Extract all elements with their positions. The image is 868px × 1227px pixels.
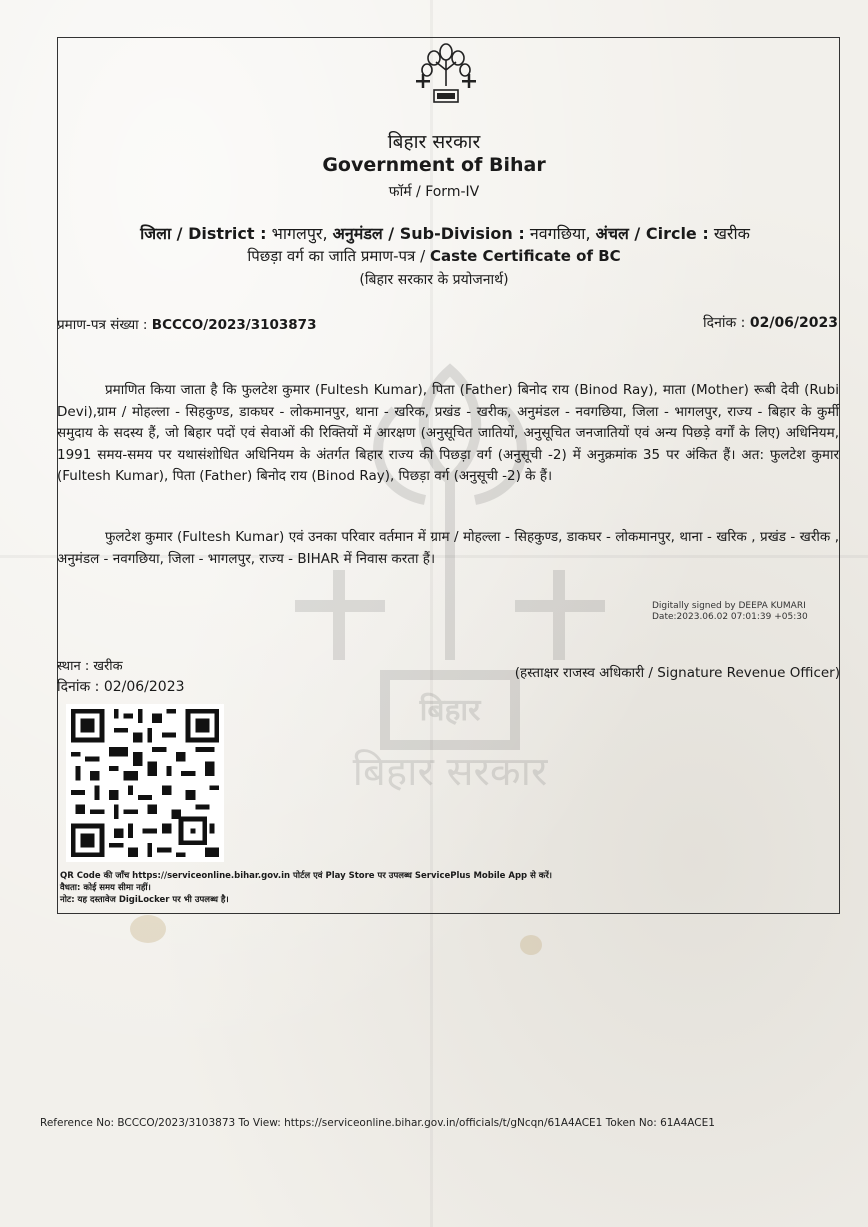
place-line: स्थान : खरीक — [57, 659, 123, 674]
validity-note: वैधता: कोई समय सीमा नहीं। — [60, 883, 151, 893]
certificate-title-english: Caste Certificate of BC — [429, 247, 621, 265]
certificate-paragraph-1: प्रमाणित किया जाता है कि फुलटेश कुमार (Fultesh Kumar), पिता (Father) बिनोद राय (Binod Ray), माता (Mother) रूबी देवी (Rubi Devi),ग्राम / मोहल्ला - सिहकुण्ड, डाकघर - लोकमानपुर, थाना - खरिक, प्रखंड - खरीक, अनुमंडल - नवगछिया, जिला - भागलपुर, राज्य - बिहार के कुर्मी समुदाय के सदस्य हैं, जो बिहार पदों एवं सेवाओं की रिक्तियों में आरक्षण (अनुसूचित जातियों, अनुसूचित जनजातियों एवं अन्य पिछड़े वर्गों के लिए) अधिनियम, 1991 समय-समय पर यथासंशोधित अधिनियम के अंतर्गत बिहार राज्य की पिछड़ा वर्ग (अनुसूची -2) में अनुक्रमांक 35 पर अंकित हैं। अत: फुलटेश कुमार (Fultesh Kumar), पिता (Father) बिनोद राय (Binod Ray), पिछड़ा वर्ग (अनुसूची -2) के हैं। — [57, 382, 839, 484]
issue-date-label: दिनांक : — [703, 315, 746, 331]
certificate-title — [0, 246, 868, 266]
hindi-title: बिहार सरकार — [387, 131, 481, 153]
certificate-number-value: BCCCO/2023/3103873 — [151, 317, 317, 333]
district-value: भागलपुर, — [271, 224, 328, 243]
certificate-title-hindi: पिछड़ा वर्ग का जाति प्रमाण-पत्र / — [247, 247, 426, 265]
paper-stain — [130, 915, 166, 943]
circle-value: खरीक — [713, 224, 750, 243]
certificate-number — [57, 315, 316, 333]
certificate-number-label: प्रमाण-पत्र संख्या : — [57, 317, 148, 333]
place-date-line: दिनांक : 02/06/2023 — [57, 679, 185, 695]
district-line — [60, 222, 830, 244]
circle-label: अंचल / Circle : — [595, 224, 709, 243]
issue-date-value: 02/06/2023 — [749, 315, 838, 331]
government-title: Government of Bihar — [322, 154, 546, 176]
watermark-box-text: बिहार — [419, 693, 481, 728]
district-label: जिला / District : — [140, 224, 267, 243]
bihar-emblem-icon — [410, 40, 482, 108]
paper-stain — [520, 935, 542, 955]
digilocker-note: नोट: यह दस्तावेज DigiLocker पर भी उपलब्ध है। — [60, 895, 229, 905]
digital-signature-date: Date:2023.06.02 07:01:39 +05:30 — [652, 612, 808, 622]
certificate-purpose: (बिहार सरकार के प्रयोजनार्थ) — [359, 272, 509, 288]
reference-line: Reference No: BCCCO/2023/3103873 To View: https://serviceonline.bihar.gov.in/officials/t/gNcqn/61A4ACE1 Token No: 61A4ACE1 — [40, 1117, 715, 1129]
subdivision-label: अनुमंडल / Sub-Division : — [332, 224, 525, 243]
qr-verification-note: QR Code की जाँच https://serviceonline.bihar.gov.in पोर्टल एवं Play Store पर उपलब्ध ServicePlus Mobile App से करें। — [60, 871, 553, 881]
issue-date — [703, 313, 838, 332]
digital-signature — [652, 601, 808, 623]
watermark-text: बिहार सरकार — [352, 749, 548, 795]
digital-signature-signer: Digitally signed by DEEPA KUMARI — [652, 601, 806, 611]
form-label: फॉर्म / Form-IV — [388, 184, 480, 200]
qr-code[interactable] — [66, 704, 224, 862]
certificate-paragraph-2: फुलटेश कुमार (Fultesh Kumar) एवं उनका परिवार वर्तमान में ग्राम / मोहल्ला - सिहकुण्ड, डाकघर - लोकमानपुर, थाना - खरिक , प्रखंड - खरीक , अनुमंडल - नवगछिया, जिला - भागलपुर, राज्य - BIHAR में निवास करता हैं। — [57, 529, 839, 567]
signature-officer-label: (हस्ताक्षर राजस्व अधिकारी / Signature Revenue Officer) — [514, 665, 840, 681]
subdivision-value: नवगछिया, — [529, 224, 591, 243]
